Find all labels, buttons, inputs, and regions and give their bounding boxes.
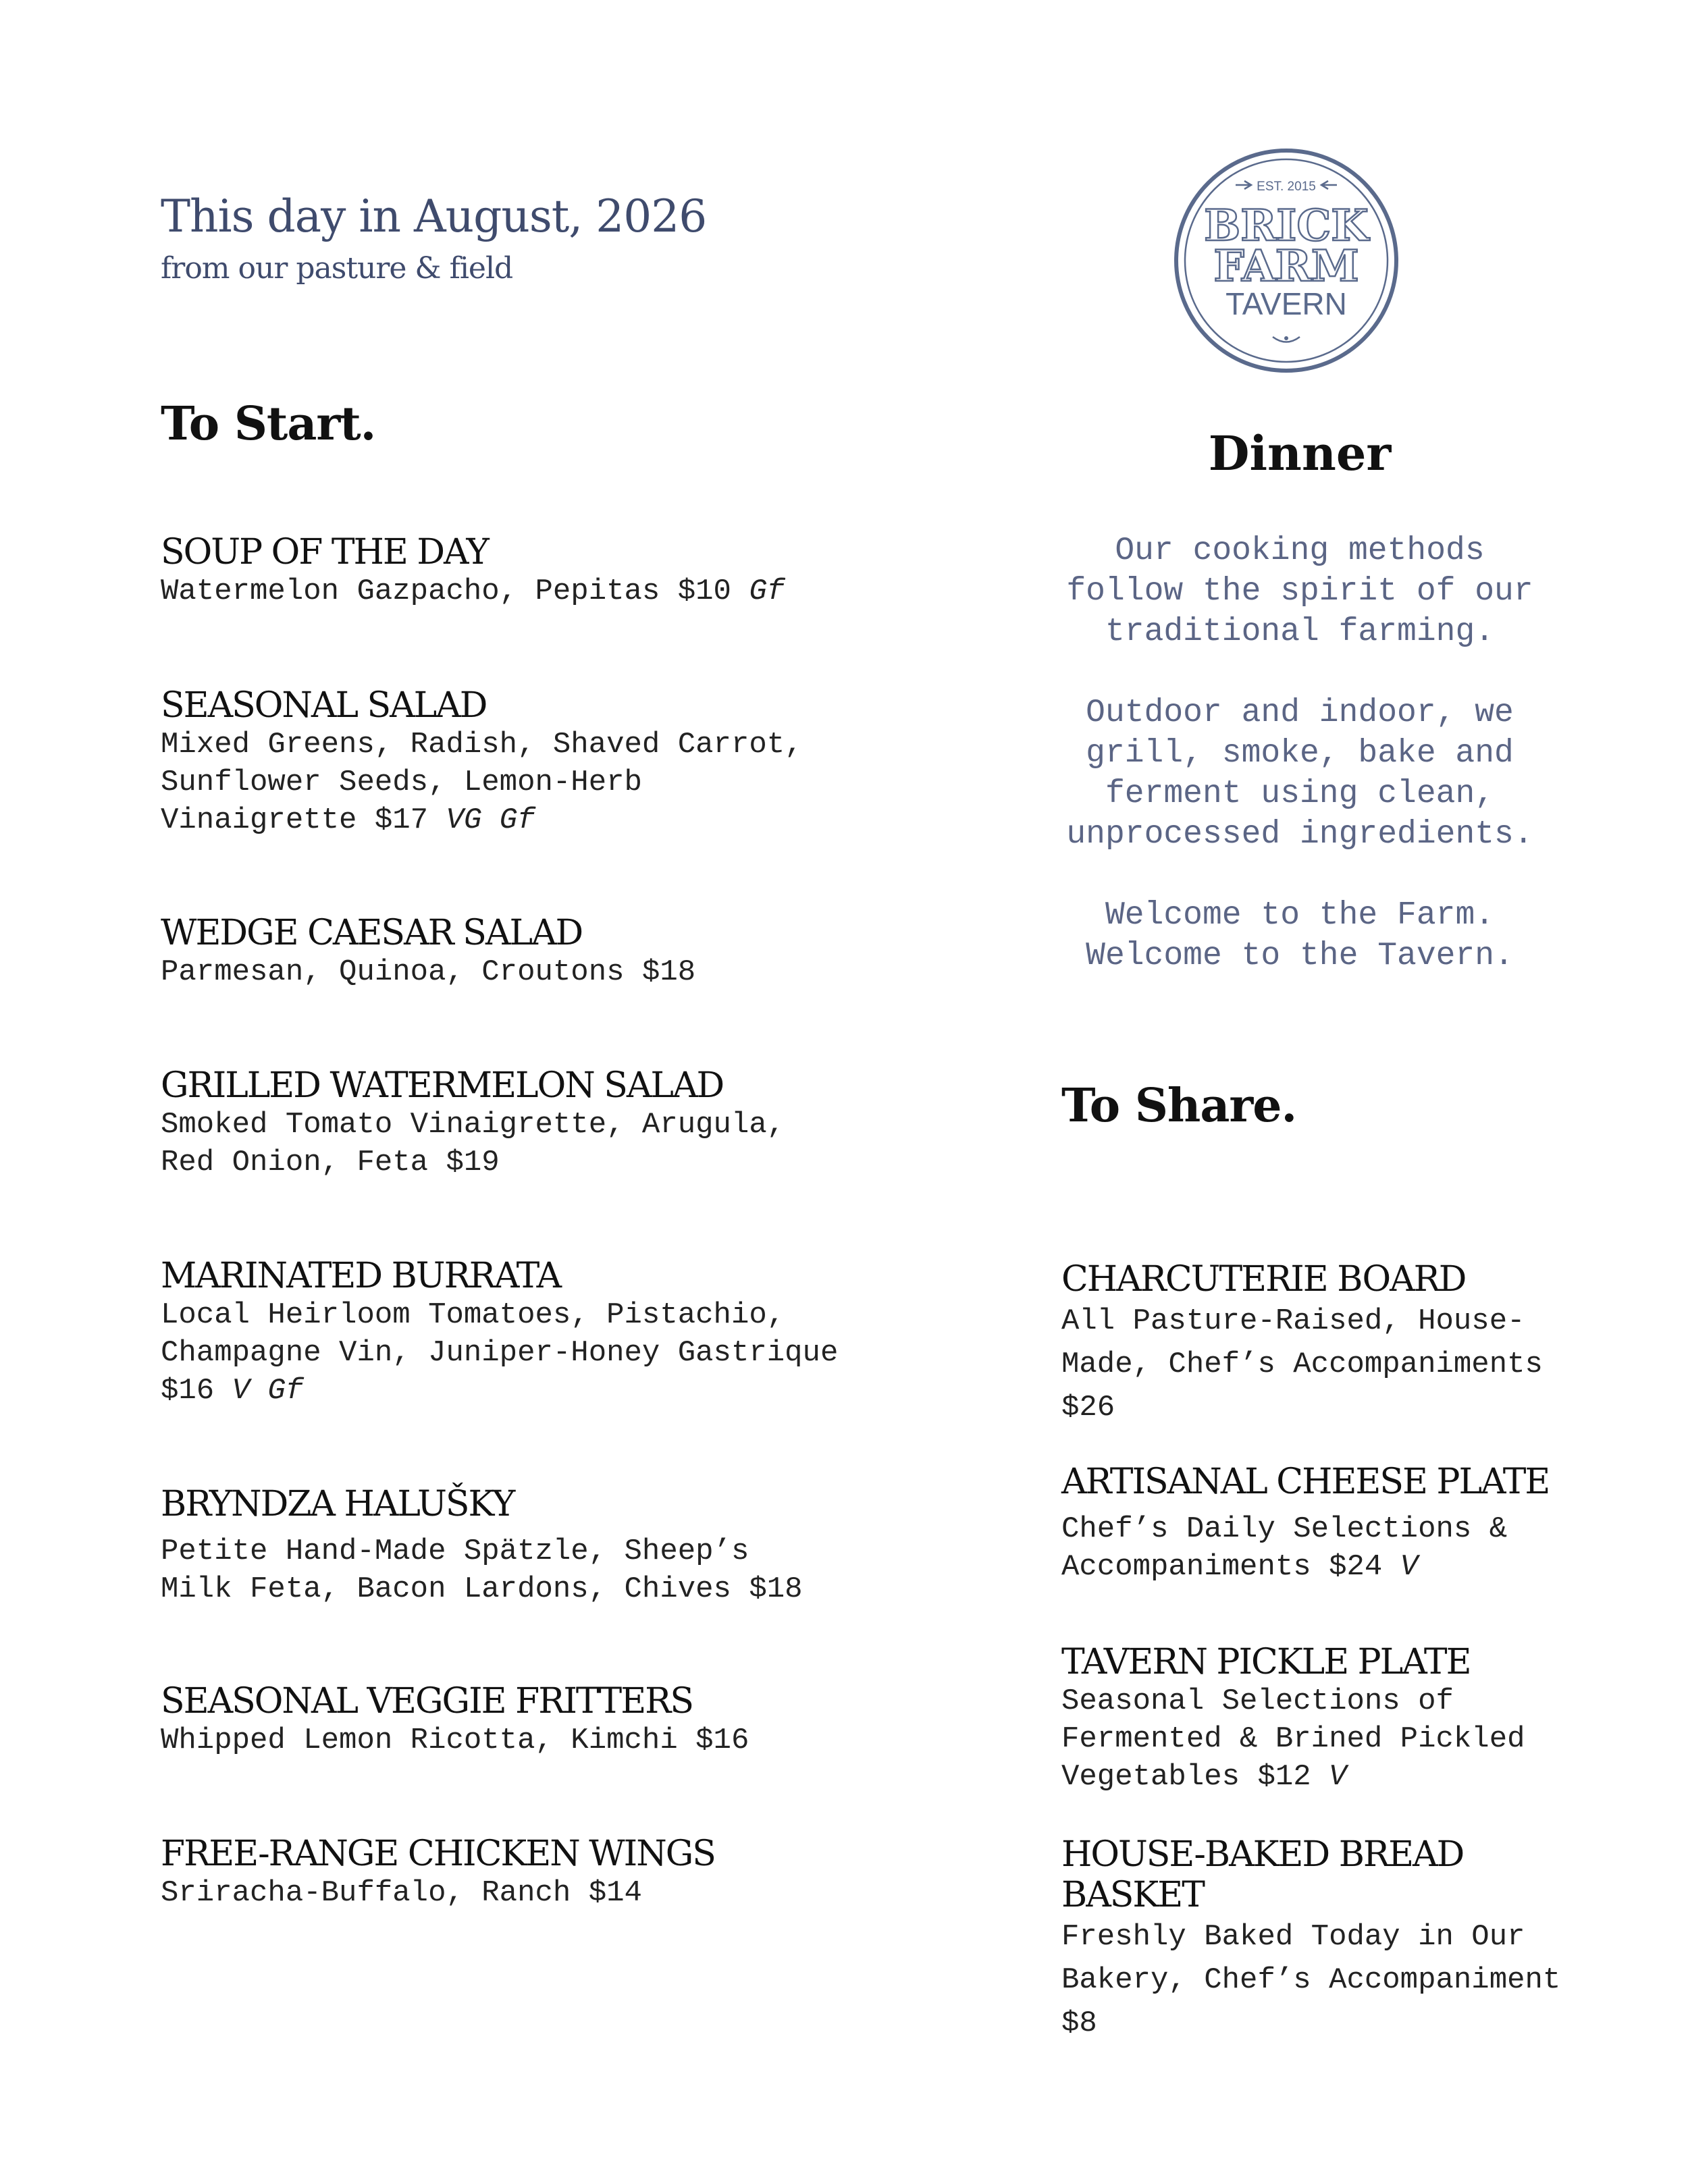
diet-tag: VG Gf [446,803,535,837]
intro-paragraph: Welcome to the Farm. Welcome to the Tavern. [1086,897,1514,974]
diet-tag: V [1400,1550,1419,1584]
item-desc-text: Sriracha-Buffalo, Ranch $14 [161,1876,642,1910]
menu-item [1061,1259,1642,1429]
item-name: SEASONAL VEGGIE FRITTERS [161,1681,693,1722]
menu-item [161,1834,971,1912]
item-description [161,1722,971,1759]
item-desc-text: All Pasture-Raised, House- Made, Chef’s Accompaniments $26 [1061,1304,1543,1424]
item-description [161,1106,971,1181]
menu-date-title: This day in August, 2026 [161,190,707,242]
item-name: WEDGE CAESAR SALAD [161,913,583,953]
logo-brick-text: BRICK [1204,201,1369,251]
item-desc-text: Chef’s Daily Selections & Accompaniments $24 [1061,1512,1508,1584]
menu-item [161,685,971,839]
to-start-heading: To Start. [161,397,376,451]
item-name: SOUP OF THE DAY [161,532,488,572]
item-desc-text: Parmesan, Quinoa, Croutons $18 [161,955,696,989]
logo-est-text: EST. 2015 [1257,180,1316,194]
item-name: BRYNDZA HALUŠKY [161,1484,515,1524]
item-description [1061,1510,1642,1586]
menu-item [161,532,971,610]
item-name: FREE-RANGE CHICKEN WINGS [161,1834,715,1874]
item-name: SEASONAL SALAD [161,685,487,726]
menu-item [161,1065,971,1181]
menu-item [1061,1834,1642,2045]
item-description [161,1296,971,1410]
item-description [161,1874,971,1912]
menu-date-subtitle: from our pasture & field [161,251,513,286]
menu-item [161,1256,971,1410]
diet-tag: V [1329,1760,1347,1794]
item-desc-text: Seasonal Selections of Fermented & Brined Pickled Vegetables $12 [1061,1684,1525,1794]
item-description [1061,1915,1642,2045]
diet-tag: V Gf [232,1374,304,1408]
item-desc-text: Smoked Tomato Vinaigrette, Arugula, Red Onion, Feta $19 [161,1108,785,1179]
dinner-heading: Dinner [1208,425,1392,481]
item-description [161,726,971,839]
intro-paragraph: Our cooking methods follow the spirit of our traditional farming. [1066,533,1533,650]
item-desc-text: Local Heirloom Tomatoes, Pistachio, Champagne Vin, Juniper-Honey Gastrique $16 [161,1298,839,1408]
menu-item [161,913,971,991]
item-description [161,1533,971,1608]
item-name: CHARCUTERIE BOARD [1061,1259,1466,1300]
item-description [1061,1682,1642,1796]
menu-item [161,1484,971,1608]
diet-tag: Gf [749,575,785,608]
item-desc-text: Freshly Baked Today in Our Bakery, Chef’s Accompaniment $8 [1061,1920,1561,2040]
item-desc-text: Petite Hand-Made Spätzle, Sheep’s Milk Feta, Bacon Lardons, Chives $18 [161,1535,803,1606]
menu-item [1061,1462,1642,1586]
item-name: ARTISANAL CHEESE PLATE [1061,1462,1550,1502]
item-name: GRILLED WATERMELON SALAD [161,1065,724,1106]
item-desc-text: Whipped Lemon Ricotta, Kimchi $16 [161,1724,749,1757]
item-description [1061,1300,1642,1429]
item-description [161,572,971,610]
item-name: TAVERN PICKLE PLATE [1061,1642,1471,1682]
to-share-heading: To Share. [1061,1079,1297,1133]
intro-paragraph: Outdoor and indoor, we grill, smoke, bake and ferment using clean, unprocessed ingredients. [1066,695,1533,853]
item-desc-text: Mixed Greens, Radish, Shaved Carrot, Sunflower Seeds, Lemon-Herb Vinaigrette $17 [161,728,803,837]
logo-farm-text: FARM [1213,241,1359,292]
menu-item [161,1681,971,1759]
dinner-intro [1016,531,1583,976]
item-description [161,953,971,991]
menu-item [1061,1642,1642,1796]
item-name: MARINATED BURRATA [161,1256,561,1296]
item-desc-text: Watermelon Gazpacho, Pepitas $10 [161,575,749,608]
logo-tavern-text: TAVERN [1225,286,1347,321]
item-name: HOUSE-BAKED BREAD BASKET [1061,1834,1464,1915]
brick-farm-tavern-logo [1171,146,1401,375]
